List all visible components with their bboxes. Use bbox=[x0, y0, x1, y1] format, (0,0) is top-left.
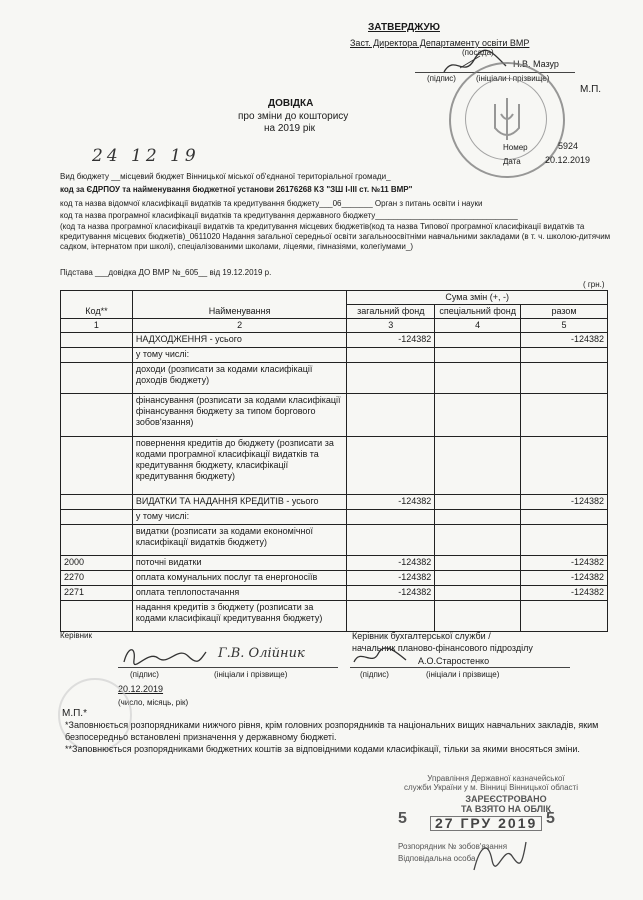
row-total-cell bbox=[521, 437, 608, 495]
row-total-cell bbox=[521, 363, 608, 394]
row-code-cell bbox=[61, 363, 133, 394]
row-code-cell bbox=[61, 348, 133, 363]
department-line: код та назва відомчої класифікації видатків та кредитування бюджету___06_______ Орган з питань освіти і науки bbox=[60, 199, 483, 208]
edrpou-line: код за ЄДРПОУ та найменування бюджетної установи 26176268 КЗ "ЗШ І-ІІІ ст. №11 ВМР" bbox=[60, 185, 413, 194]
reg-org-2: служби України у м. Вінниці Вінницької області bbox=[404, 783, 578, 792]
header-general-fund: загальний фонд bbox=[347, 305, 435, 319]
row-name-cell: оплата теплопостачання bbox=[132, 586, 347, 601]
row-total-cell bbox=[521, 394, 608, 437]
table-row bbox=[61, 556, 608, 571]
row-total-cell: -124382 bbox=[521, 556, 608, 571]
row-total-cell bbox=[521, 510, 608, 525]
currency-note: ( грн.) bbox=[583, 280, 605, 289]
row-name-cell: фінансування (розписати за кодами класифікації фінансування бюджету за типом боргового зобов'язання) bbox=[132, 394, 347, 437]
accountant-label-1: Керівник бухгалтерської служби / bbox=[352, 631, 491, 641]
row-special-fund-cell bbox=[435, 333, 521, 348]
row-name-cell: доходи (розписати за кодами класифікації доходів бюджету) bbox=[132, 363, 347, 394]
row-name-cell: видатки (розписати за кодами економічної класифікації видатків бюджету) bbox=[132, 525, 347, 556]
row-general-fund-cell bbox=[347, 510, 435, 525]
row-general-fund-cell bbox=[347, 363, 435, 394]
acc-sign-caption: (підпис) bbox=[360, 670, 389, 679]
row-special-fund-cell bbox=[435, 495, 521, 510]
row-name-cell: НАДХОДЖЕННЯ - усього bbox=[132, 333, 347, 348]
row-name-cell: у тому числі: bbox=[132, 510, 347, 525]
column-number-row bbox=[61, 319, 608, 333]
initials-caption: (ініціали і прізвище) bbox=[476, 74, 550, 83]
row-code-cell bbox=[61, 510, 133, 525]
row-name-cell: надання кредитів з бюджету (розписати за кодами класифікації кредитування бюджету) bbox=[132, 601, 347, 632]
row-special-fund-cell bbox=[435, 601, 521, 632]
row-total-cell: -124382 bbox=[521, 586, 608, 601]
colnum: 1 bbox=[61, 319, 133, 333]
program-state-line: код та назва програмної класифікації видатків та кредитування державного бюджету________________________________ bbox=[60, 211, 518, 220]
header-special-fund: спеціальний фонд bbox=[435, 305, 521, 319]
row-total-cell: -124382 bbox=[521, 495, 608, 510]
head-sign-caption: (підпис) bbox=[130, 670, 159, 679]
acc-initials-caption: (ініціали і прізвище) bbox=[426, 670, 500, 679]
basis-line: Підстава ___довідка ДО ВМР №_605__ від 19.12.2019 р. bbox=[60, 268, 272, 277]
budget-type: Вид бюджету __місцевий бюджет Вінницької міської об'єднаної територіальної громади_ bbox=[60, 172, 391, 181]
row-general-fund-cell: -124382 bbox=[347, 571, 435, 586]
row-general-fund-cell bbox=[347, 348, 435, 363]
row-special-fund-cell bbox=[435, 394, 521, 437]
row-general-fund-cell: -124382 bbox=[347, 495, 435, 510]
date-label: Дата bbox=[503, 157, 521, 166]
date-caption: (число, місяць, рік) bbox=[118, 698, 189, 707]
row-code-cell bbox=[61, 333, 133, 348]
row-general-fund-cell bbox=[347, 601, 435, 632]
row-code-cell: 2270 bbox=[61, 571, 133, 586]
doc-subtitle: про зміни до кошторису bbox=[238, 111, 349, 122]
doc-year: на 2019 рік bbox=[264, 123, 316, 134]
table-row bbox=[61, 571, 608, 586]
table-header-row bbox=[61, 291, 608, 305]
row-special-fund-cell bbox=[435, 525, 521, 556]
nomer-value: 5924 bbox=[558, 141, 579, 151]
head-label: Керівник bbox=[60, 631, 92, 640]
reg-status-2: ТА ВЗЯТО НА ОБЛІК bbox=[460, 804, 552, 814]
row-name-cell: поточні видатки bbox=[132, 556, 347, 571]
row-code-cell: 2271 bbox=[61, 586, 133, 601]
table-row bbox=[61, 601, 608, 632]
table-row bbox=[61, 510, 608, 525]
header-sum-changes: Сума змін (+, -) bbox=[347, 291, 608, 305]
handwritten-date: 24 12 19 bbox=[92, 146, 200, 166]
row-special-fund-cell bbox=[435, 510, 521, 525]
row-code-cell: 2000 bbox=[61, 556, 133, 571]
row-total-cell: -124382 bbox=[521, 333, 608, 348]
row-special-fund-cell bbox=[435, 363, 521, 394]
table-row bbox=[61, 586, 608, 601]
position-caption: (посада) bbox=[462, 48, 494, 57]
row-special-fund-cell bbox=[435, 556, 521, 571]
head-initials-caption: (ініціали і прізвище) bbox=[214, 670, 288, 679]
row-general-fund-cell: -124382 bbox=[347, 333, 435, 348]
row-code-cell bbox=[61, 394, 133, 437]
sign-caption: (підпис) bbox=[427, 74, 456, 83]
row-total-cell bbox=[521, 601, 608, 632]
reg-left-num: 5 bbox=[398, 810, 407, 827]
row-special-fund-cell bbox=[435, 571, 521, 586]
row-general-fund-cell bbox=[347, 394, 435, 437]
table-row bbox=[61, 333, 608, 348]
approver-name: Н.В. Мазур bbox=[513, 59, 559, 69]
colnum: 5 bbox=[521, 319, 608, 333]
signature-mp: М.П.* bbox=[62, 708, 87, 719]
row-special-fund-cell bbox=[435, 586, 521, 601]
table-row bbox=[61, 363, 608, 394]
table-row bbox=[61, 525, 608, 556]
table-row bbox=[61, 348, 608, 363]
approval-mp: М.П. bbox=[580, 84, 602, 95]
reg-signature bbox=[468, 836, 528, 876]
program-local-line: (код та назва програмної класифікації видатків та кредитування місцевих бюджетів(код та назва Типової програмної класифікації видатків та кредитування місцевих бюджетів)_0611020 Надання загальної середньої освіти загальноосвітніми навчальними закладами (в т. ч. школою-дитячим садком, інтернатом при школі), спеціалізованими школами, ліцеями, гімназіями, колегіумами_) bbox=[60, 222, 611, 251]
row-name-cell: оплата комунальних послуг та енергоносіїв bbox=[132, 571, 347, 586]
colnum: 2 bbox=[132, 319, 347, 333]
row-total-cell bbox=[521, 525, 608, 556]
row-code-cell bbox=[61, 495, 133, 510]
table-row bbox=[61, 394, 608, 437]
row-total-cell bbox=[521, 348, 608, 363]
row-code-cell bbox=[61, 437, 133, 495]
row-name-cell: ВИДАТКИ ТА НАДАННЯ КРЕДИТІВ - усього bbox=[132, 495, 347, 510]
accountant-name: А.О.Старостенко bbox=[418, 656, 490, 666]
row-name-cell: повернення кредитів до бюджету (розписати за кодами програмної класифікації видатків та кредитування бюджету, класифікації кредитування бюджету) bbox=[132, 437, 347, 495]
nomer-label: Номер bbox=[503, 143, 528, 152]
approval-title: ЗАТВЕРДЖУЮ bbox=[368, 22, 440, 33]
row-general-fund-cell bbox=[347, 437, 435, 495]
trident-icon bbox=[487, 94, 527, 146]
table-row bbox=[61, 495, 608, 510]
approval-position: Заст. Директора Департаменту освіти ВМР bbox=[350, 38, 530, 48]
date-value: 20.12.2019 bbox=[545, 155, 591, 165]
changes-table bbox=[60, 290, 608, 632]
row-code-cell bbox=[61, 525, 133, 556]
row-code-cell bbox=[61, 601, 133, 632]
accountant-label-2: начальник планово-фінансового підрозділу bbox=[352, 643, 533, 653]
head-signature bbox=[118, 642, 208, 668]
row-special-fund-cell bbox=[435, 348, 521, 363]
row-special-fund-cell bbox=[435, 437, 521, 495]
header-code: Код** bbox=[61, 291, 133, 319]
reg-right-num: 5 bbox=[546, 810, 555, 827]
reg-org-1: Управління Державної казначейської bbox=[427, 774, 565, 783]
row-total-cell: -124382 bbox=[521, 571, 608, 586]
registration-stamp bbox=[368, 770, 586, 890]
reg-status-1: ЗАРЕЄСТРОВАНО bbox=[465, 794, 547, 804]
reg-date: 27 ГРУ 2019 bbox=[435, 815, 538, 831]
sign-date: 20.12.2019 bbox=[118, 684, 164, 694]
reg-resp-label: Розпорядник № зобов'язання bbox=[398, 842, 508, 851]
table-row bbox=[61, 437, 608, 495]
row-name-cell: у тому числі: bbox=[132, 348, 347, 363]
header-name: Найменування bbox=[132, 291, 347, 319]
colnum: 4 bbox=[435, 319, 521, 333]
row-general-fund-cell: -124382 bbox=[347, 556, 435, 571]
row-general-fund-cell: -124382 bbox=[347, 586, 435, 601]
reg-resp-label-2: Відповідальна особа bbox=[398, 854, 476, 863]
footnote-1: *Заповнюється розпорядниками нижчого рівня, крім головних розпорядників та національних вищих навчальних закладів, яким безпосередньо встановлені призначення у державному бюджеті. bbox=[65, 720, 599, 742]
row-general-fund-cell bbox=[347, 525, 435, 556]
reg-date-box bbox=[430, 816, 542, 831]
doc-title: ДОВІДКА bbox=[268, 98, 314, 109]
footnote-2: **Заповнюється розпорядниками бюджетних коштів за відповідними кодами класифікації, тільки за якими вносяться зміни. bbox=[65, 744, 580, 754]
header-total: разом bbox=[521, 305, 608, 319]
colnum: 3 bbox=[347, 319, 435, 333]
head-name-handwritten: Г.В. Олійник bbox=[218, 646, 305, 661]
accountant-signature bbox=[350, 646, 410, 668]
